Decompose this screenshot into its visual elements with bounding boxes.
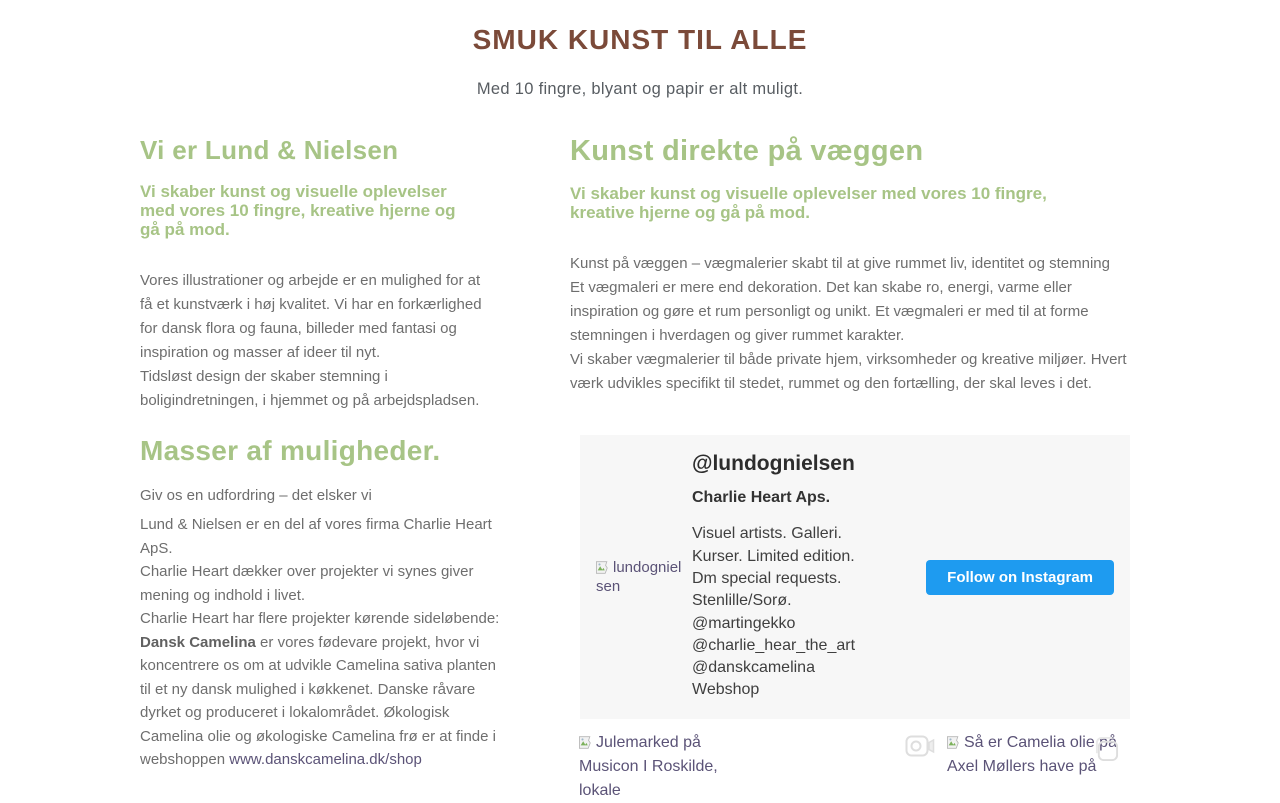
instagram-avatar-broken-image[interactable] [596, 558, 684, 596]
about-paragraph: Vores illustrationer og arbejde er en mulighed for at få et kunstværk i høj kvalitet. Vi har en forkærlighed for dansk flora og fauna, billeder med fantasi og inspiration og masser af ideer til nyt. [140, 272, 482, 361]
possibilities-body [140, 513, 510, 772]
instagram-bio-line: @charlie_hear_the_art [692, 636, 856, 654]
video-icon [905, 735, 935, 757]
instagram-post-link[interactable] [579, 731, 763, 803]
instagram-post-link[interactable] [947, 731, 1131, 803]
camelina-text: er vores fødevare projekt, hvor vi koncentrere os om at udvikle Camelina sativa planten til et ny dansk mulighed i køkkenet. Danske råvare dyrket og produceret i lokalområdet. Økologisk Camelina olie og økologiske Camelina frø er at finde i webshoppen [140, 633, 497, 768]
wall-art-heading: Kunst direkte på væggen [570, 135, 924, 167]
instagram-cta-area [888, 560, 1114, 595]
instagram-bio-line: Kurser. Limited edition. [692, 547, 855, 565]
carousel-icon [1094, 735, 1119, 762]
wall-art-paragraph: Kunst på væggen – vægmalerier skabt til at give rummet liv, identitet og stemning [570, 255, 1110, 272]
possibilities-intro: Giv os en udfordring – det elsker vi [140, 487, 372, 504]
instagram-header-card [580, 435, 1130, 719]
broken-image-icon [579, 736, 594, 749]
instagram-bio-line: Visuel artists. Galleri. [692, 525, 842, 543]
wall-art-paragraph: Et vægmaleri er mere end dekoration. Det kan skabe ro, energi, varme eller inspiration og gøre et rum personligt og unikt. Et vægmaleri er med til at forme stemningen i hverdagen og giver rummet karakter. [570, 279, 1089, 344]
bottom-content-row [140, 435, 1140, 803]
instagram-bio-line: @danskcamelina [692, 659, 815, 677]
top-content-row [140, 135, 1140, 413]
possibilities-paragraph: Charlie Heart har flere projekter kørende sideløbende: [140, 610, 500, 627]
possibilities-paragraph: Charlie Heart dækker over projekter vi synes giver mening og indhold i livet. [140, 563, 474, 604]
avatar-alt-text: lundognielsen [596, 559, 682, 595]
post-alt-text: Så er Camelia olie på Axel Møllers have på [947, 734, 1117, 775]
possibilities-heading: Masser af muligheder. [140, 435, 441, 466]
webshop-link[interactable]: www.danskcamelina.dk/shop [229, 751, 422, 768]
hero-section [140, 24, 1140, 99]
possibilities-paragraph: Lund & Nielsen er en del af vores firma Charlie Heart ApS. [140, 516, 492, 557]
section-about [140, 135, 510, 413]
instagram-account-name: Charlie Heart Aps. [692, 489, 831, 507]
instagram-posts-row [579, 731, 1131, 803]
page-title: SMUK KUNST TIL ALLE [472, 24, 808, 55]
instagram-bio [692, 523, 888, 701]
possibilities-paragraph [140, 631, 510, 772]
instagram-handle-link[interactable]: @lundognielsen [692, 452, 855, 476]
instagram-bio-line: Dm special requests. [692, 569, 842, 587]
wall-art-tagline: Vi skaber kunst og visuelle oplevelser med vores 10 fingre, kreative hjerne og gå på mod. [570, 184, 1047, 222]
follow-on-instagram-button[interactable]: Follow on Instagram [926, 560, 1114, 595]
instagram-profile-info [692, 452, 888, 701]
broken-image-icon [947, 736, 962, 749]
about-tagline: Vi skaber kunst og visuelle oplevelser med vores 10 fingre, kreative hjerne og gå på mod. [140, 182, 456, 239]
instagram-post-link[interactable] [763, 731, 947, 803]
about-body [140, 269, 496, 413]
post-alt-text: Julemarked på Musicon I Roskilde, lokale [579, 734, 718, 799]
page-subtitle: Med 10 fingre, blyant og papir er alt muligt. [476, 80, 804, 98]
camelina-bold-text: Dansk Camelina [140, 633, 256, 651]
instagram-bio-line: @martingekko [692, 614, 796, 632]
section-possibilities [140, 435, 510, 803]
instagram-bio-line: Stenlille/Sorø. [692, 592, 792, 610]
instagram-feed-section [570, 435, 1140, 803]
wall-art-paragraph: Vi skaber vægmalerier til både private hjem, virksomheder og kreative miljøer. Hvert værk udvikles specifikt til stedet, rummet og den fortælling, der skal leves i det. [570, 351, 1127, 392]
page [140, 0, 1140, 803]
wall-art-body [570, 252, 1140, 396]
broken-image-icon [596, 561, 611, 574]
instagram-bio-line: Webshop [692, 681, 760, 699]
about-paragraph: Tidsløst design der skaber stemning i boligindretningen, i hjemmet og på arbejdspladsen. [140, 368, 480, 409]
section-wall-art [570, 135, 1140, 413]
about-heading: Vi er Lund & Nielsen [140, 135, 399, 165]
